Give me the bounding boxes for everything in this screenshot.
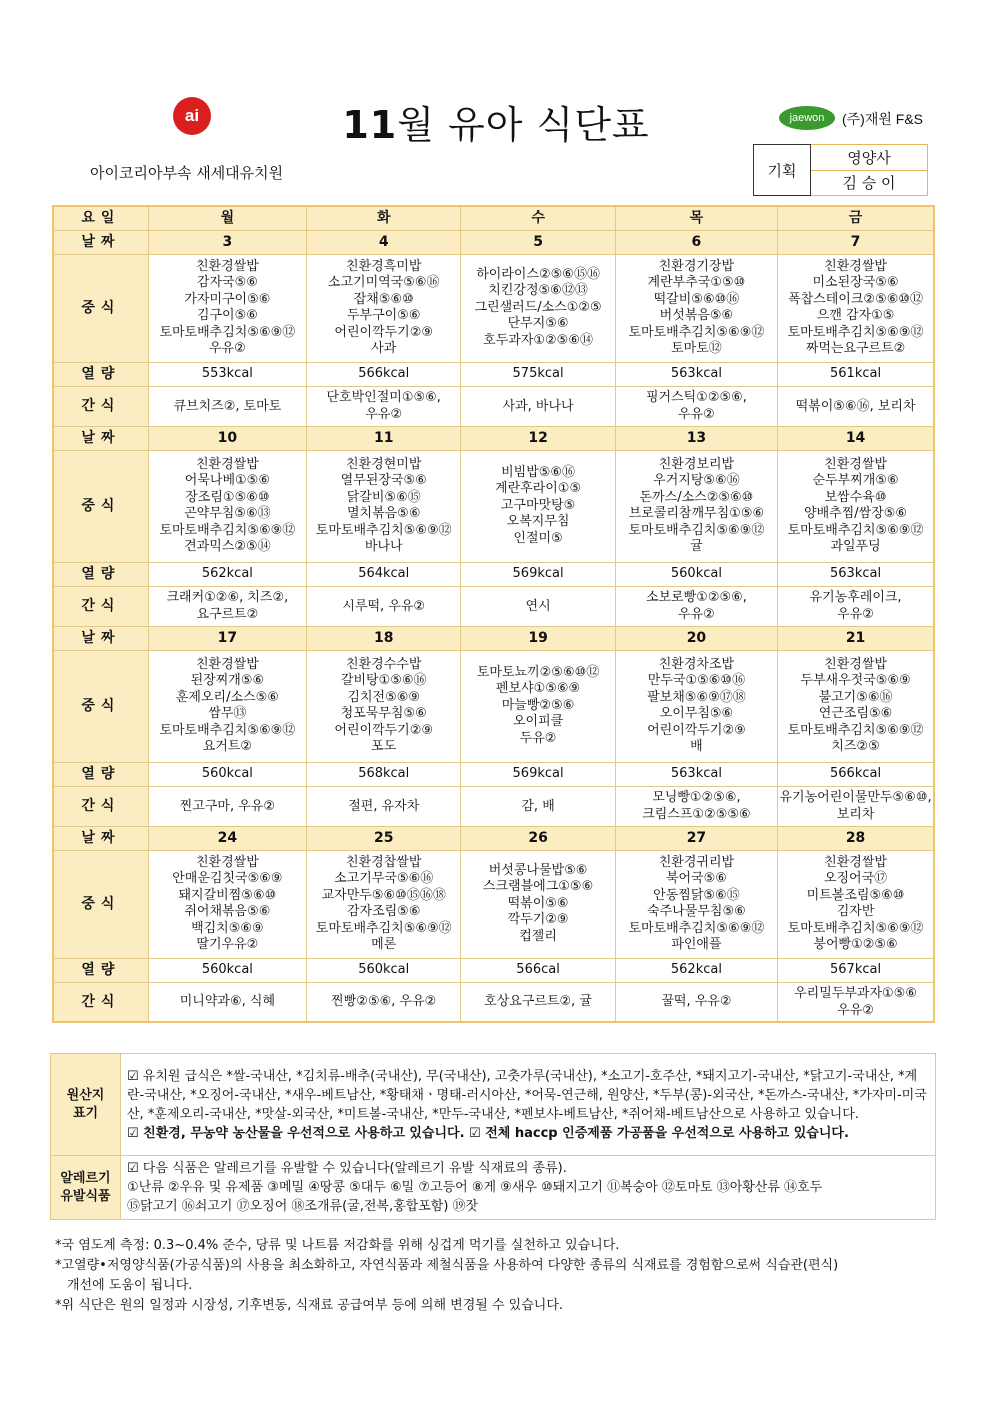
meal-item: 순두부찌개⑤⑥ — [812, 473, 899, 488]
meal-item: 친환경쌀밥 — [824, 656, 887, 672]
snack-item: 사과, 바나나 — [502, 398, 574, 414]
meal-item: 연근조림⑤⑥ — [818, 706, 893, 721]
meal-item: 토마토배추김치⑤⑥⑨⑫ — [628, 522, 765, 538]
snack-item: 우리밀두부과자①⑤⑥ — [794, 985, 917, 1001]
meal-item: 미트볼조림⑤⑥⑩ — [806, 887, 905, 903]
meal-item: 숙주나물무침⑤⑥ — [647, 904, 746, 919]
meal-item: 우유② — [208, 341, 246, 356]
meal-item: 호두과자①②⑤⑥⑭ — [483, 332, 593, 348]
allergy-label — [51, 1156, 121, 1220]
date-cell: 18 — [307, 626, 461, 650]
snack-item: 요구르트② — [196, 607, 259, 622]
date-cell: 21 — [778, 626, 934, 650]
title-month: 11 — [342, 103, 398, 147]
meal-item: 고구마맛탕⑤ — [500, 497, 576, 513]
calorie-cell: 560kcal — [148, 958, 306, 982]
meal-item: 청포묵무침⑤⑥ — [340, 706, 427, 721]
date-row — [53, 826, 934, 850]
meal-item: 치즈②⑤ — [831, 739, 880, 754]
meal-item: 토마토배추김치⑤⑥⑨⑫ — [159, 722, 296, 738]
meal-cell — [461, 450, 615, 562]
date-cell: 7 — [778, 230, 934, 254]
row-label-date: 날짜 — [53, 426, 148, 450]
weekday-cell: 화 — [307, 206, 461, 230]
calorie-cell: 575kcal — [461, 362, 615, 386]
meal-item: 돼지갈비찜⑤⑥⑩ — [178, 887, 277, 903]
calorie-cell: 569kcal — [461, 562, 615, 586]
meal-item: 딸기우유② — [196, 937, 259, 952]
meal-cell — [148, 650, 306, 762]
row-label-calorie: 열량 — [53, 762, 148, 786]
meal-item: 어린이깍두기②⑨ — [647, 722, 746, 738]
snack-row — [53, 386, 934, 426]
calorie-row — [53, 762, 934, 786]
row-label-snack: 간식 — [53, 982, 148, 1022]
snack-row — [53, 786, 934, 826]
note-2: *고열량•저영양식품(가공식품)의 사용을 최소화하고, 자연식품과 제철식품을 사용하여 다양한 종류의 식재료를 경험함으로써 식습관(편식) — [55, 1258, 839, 1273]
origin-bold-text: ☑ 친환경, 무농약 농산물을 우선적으로 사용하고 있습니다. ☑ 전체 haccp 인증제품 가공품을 우선적으로 사용하고 있습니다. — [127, 1125, 849, 1141]
snack-cell — [778, 386, 934, 426]
date-cell: 6 — [615, 230, 777, 254]
meal-item: 미소된장국⑤⑥ — [812, 275, 899, 290]
meal-item: 마늘빵②⑤⑥ — [501, 697, 575, 713]
ai-logo: ai — [173, 97, 211, 135]
snack-item: 우유② — [837, 1002, 874, 1018]
weekday-cell: 수 — [461, 206, 615, 230]
calorie-cell: 567kcal — [778, 958, 934, 982]
weekday-row — [53, 206, 934, 230]
meal-cell — [778, 254, 934, 362]
meal-item: 김자반 — [836, 904, 875, 919]
meal-row — [53, 850, 934, 958]
allergy-line-3: ⑮닭고기 ⑯쇠고기 ⑰오징어 ⑱조개류(굴,전복,홍합포함) ⑲잣 — [127, 1199, 479, 1214]
date-cell: 10 — [148, 426, 306, 450]
meal-item: 폭찹스테이크②⑤⑥⑩⑫ — [788, 291, 924, 307]
meal-item: 친환경차조밥 — [658, 656, 735, 672]
meal-item: 안동찜닭⑤⑥⑮ — [653, 887, 740, 903]
meal-item: 메론 — [371, 937, 397, 952]
meal-item: 쌈무⑬ — [208, 706, 247, 721]
row-label-snack: 간식 — [53, 386, 148, 426]
date-row — [53, 230, 934, 254]
meal-item: 돈까스/소스②⑤⑥⑩ — [639, 489, 754, 505]
snack-item: 큐브치즈②, 토마토 — [173, 398, 282, 414]
calorie-cell: 566cal — [461, 958, 615, 982]
meal-item: 오징어국⑰ — [823, 871, 888, 886]
note-1: *국 염도계 측정: 0.3~0.4% 준수, 당류 및 나트륨 저감화를 위해 싱겁게 먹기를 실천하고 있습니다. — [55, 1238, 620, 1253]
meal-item: 친환경쌀밥 — [195, 854, 259, 870]
meal-cell — [307, 450, 461, 562]
snack-item: 유기농후레이크, — [809, 590, 902, 605]
calorie-cell: 560kcal — [307, 958, 461, 982]
meal-cell — [615, 450, 777, 562]
origin-label-2: 표기 — [72, 1105, 99, 1121]
notes — [55, 1236, 940, 1316]
row-label-calorie: 열량 — [53, 362, 148, 386]
meal-cell — [461, 850, 615, 958]
meal-item: 파인애플 — [671, 937, 722, 952]
date-row — [53, 626, 934, 650]
meal-item: 친환경쌀밥 — [195, 258, 259, 274]
row-label-snack: 간식 — [53, 586, 148, 626]
weekday-cell: 금 — [778, 206, 934, 230]
calorie-row — [53, 562, 934, 586]
calorie-row — [53, 362, 934, 386]
meal-item: 펜보샤①⑤⑥⑨ — [495, 681, 581, 697]
note-4: *위 식단은 원의 일정과 시장성, 기후변동, 식재료 공급여부 등에 의해 변경될 수 있습니다. — [55, 1298, 564, 1313]
meal-item: 김구이⑤⑥ — [196, 308, 258, 323]
meal-item: 어린이깍두기②⑨ — [334, 722, 434, 738]
date-cell: 20 — [615, 626, 777, 650]
meal-item: 토마토배추김치⑤⑥⑨⑫ — [787, 324, 924, 340]
snack-item: 우유② — [365, 407, 403, 422]
date-cell: 14 — [778, 426, 934, 450]
calorie-cell: 561kcal — [778, 362, 934, 386]
meal-item: 교자만두⑤⑥⑩⑮⑯⑱ — [321, 887, 446, 903]
meal-item: 훈제오리/소스⑤⑥ — [175, 689, 279, 705]
allergy-label-1: 알레르기 — [60, 1170, 111, 1186]
meal-item: 과일푸딩 — [830, 539, 881, 554]
calorie-cell: 560kcal — [148, 762, 306, 786]
meal-cell — [615, 850, 777, 958]
meal-item: 두유② — [519, 730, 557, 746]
date-cell: 28 — [778, 826, 934, 850]
date-cell: 13 — [615, 426, 777, 450]
row-label-snack: 간식 — [53, 786, 148, 826]
snack-row — [53, 982, 934, 1022]
meal-item: 우거지탕⑤⑥⑯ — [653, 473, 740, 488]
snack-cell — [307, 786, 461, 826]
meal-item: 열무된장국⑤⑥ — [340, 473, 427, 488]
meal-item: 사과 — [371, 341, 397, 356]
meal-cell — [461, 650, 615, 762]
snack-cell — [307, 586, 461, 626]
meal-item: 닭갈비⑤⑥⑮ — [346, 489, 421, 505]
snack-item: 미니약과⑥, 식혜 — [179, 994, 276, 1010]
calorie-cell: 563kcal — [615, 362, 777, 386]
company-name: (주)재원 F&S — [842, 111, 924, 127]
date-row — [53, 426, 934, 450]
meal-item: 그린샐러드/소스①②⑤ — [474, 299, 602, 315]
plan-name: 김 승 이 — [811, 170, 928, 196]
meal-item: 친환경쌀밥 — [195, 456, 259, 472]
calorie-cell: 560kcal — [615, 562, 777, 586]
meal-item: 버섯볶음⑤⑥ — [659, 308, 734, 323]
meal-item: 바나나 — [364, 539, 403, 554]
snack-item: 우유② — [837, 607, 874, 622]
meal-item: 쥐어채볶음⑤⑥ — [184, 904, 271, 919]
date-cell: 27 — [615, 826, 777, 850]
snack-item: 우유② — [678, 407, 715, 422]
meal-item: 오이피클 — [512, 714, 564, 730]
calorie-cell: 566kcal — [307, 362, 461, 386]
school-name: 아이코리아부속 새세대유치원 — [90, 164, 284, 182]
meal-item: 팔보채⑤⑥⑨⑰⑱ — [647, 689, 746, 705]
calorie-cell: 563kcal — [615, 762, 777, 786]
meal-item: 스크램블에그①⑤⑥ — [482, 879, 594, 895]
meal-item: 김치전⑤⑥⑨ — [347, 689, 421, 705]
snack-item: 찐빵②⑤⑥, 우유② — [331, 994, 437, 1010]
meal-item: 오이무침⑤⑥ — [659, 706, 734, 721]
meal-item: 가자미구이⑤⑥ — [184, 291, 271, 307]
menu-table — [52, 205, 935, 1023]
meal-item: 장조림①⑤⑥⑩ — [185, 489, 270, 505]
snack-cell — [778, 982, 934, 1022]
meal-item: 된장찌개⑤⑥ — [190, 673, 265, 688]
meal-item: 잡채⑤⑥⑩ — [353, 291, 414, 307]
meal-item: 포도 — [371, 739, 397, 754]
title-text: 월 유아 식단표 — [397, 103, 650, 147]
snack-cell — [461, 586, 615, 626]
meal-item: 친환경쌀밥 — [195, 656, 259, 672]
row-label-date: 날짜 — [53, 826, 148, 850]
meal-cell — [615, 254, 777, 362]
info-table — [50, 1053, 936, 1220]
calorie-cell: 569kcal — [461, 762, 615, 786]
meal-item: 단무지⑤⑥ — [507, 316, 569, 332]
meal-item: 컵젤리 — [519, 928, 557, 944]
meal-item: 친환경귀리밥 — [658, 854, 735, 870]
meal-item: 친환경쌀밥 — [824, 456, 887, 472]
origin-label — [51, 1054, 121, 1156]
date-cell: 4 — [307, 230, 461, 254]
meal-cell — [148, 450, 306, 562]
meal-item: 친환경보리밥 — [658, 456, 735, 472]
plan-label: 기획 — [754, 145, 811, 196]
snack-cell — [778, 786, 934, 826]
snack-item: 절편, 유자차 — [348, 798, 420, 814]
meal-item: 귤 — [690, 539, 703, 554]
meal-item: 소고기무국⑤⑥⑯ — [334, 871, 434, 886]
meal-item: 붕어빵①②⑤⑥ — [813, 937, 898, 952]
meal-item: 배 — [690, 739, 703, 754]
meal-item: 토마토배추김치⑤⑥⑨⑫ — [628, 920, 765, 936]
meal-item: 안매운김칫국⑤⑥⑨ — [172, 871, 283, 886]
meal-item: 백김치⑤⑥⑨ — [191, 920, 264, 936]
date-cell: 17 — [148, 626, 306, 650]
meal-item: 토마토배추김치⑤⑥⑨⑫ — [159, 522, 296, 538]
snack-cell — [461, 386, 615, 426]
date-cell: 3 — [148, 230, 306, 254]
approval-box — [753, 144, 928, 196]
row-label-meal: 중식 — [53, 450, 148, 562]
meal-item: 하이라이스②⑤⑥⑮⑯ — [476, 266, 600, 282]
meal-item: 토마토뇨끼②⑤⑥⑩⑫ — [476, 664, 600, 680]
snack-item: 찐고구마, 우유② — [179, 798, 276, 814]
allergy-content — [121, 1156, 936, 1220]
allergy-line-2: ①난류 ②우유 및 유제품 ③메밀 ④땅콩 ⑤대두 ⑥밀 ⑦고등어 ⑧게 ⑨새우 ⑩돼지고기 ⑪복숭아 ⑫토마토 ⑬아황산류 ⑭호두 — [127, 1180, 823, 1195]
meal-item: 만두국①⑤⑥⑩⑯ — [647, 673, 746, 688]
snack-item: 크래커①②⑥, 치즈②, — [166, 590, 289, 605]
meal-cell — [461, 254, 615, 362]
meal-item: 견과믹스②⑤⑭ — [184, 539, 271, 554]
meal-cell — [778, 650, 934, 762]
snack-cell — [461, 982, 615, 1022]
date-cell: 26 — [461, 826, 615, 850]
snack-item: 꿀떡, 우유② — [661, 994, 732, 1010]
meal-item: 보쌈수육⑩ — [824, 489, 887, 505]
meal-item: 갈비탕①⑤⑥⑯ — [340, 673, 427, 688]
snack-cell — [148, 982, 306, 1022]
snack-cell — [307, 386, 461, 426]
snack-item: 연시 — [525, 598, 551, 614]
allergy-line-1: ☑ 다음 식품은 알레르기를 유발할 수 있습니다(알레르기 유발 식재료의 종류). — [127, 1161, 567, 1176]
meal-item: 비빔밥⑤⑥⑯ — [501, 464, 576, 480]
meal-item: 토마토배추김치⑤⑥⑨⑫ — [315, 920, 452, 936]
date-cell: 5 — [461, 230, 615, 254]
snack-cell — [615, 786, 777, 826]
snack-cell — [461, 786, 615, 826]
date-cell: 12 — [461, 426, 615, 450]
calorie-cell: 553kcal — [148, 362, 306, 386]
row-label-weekday: 요일 — [53, 206, 148, 230]
row-label-calorie: 열량 — [53, 562, 148, 586]
meal-item: 감자국⑤⑥ — [196, 275, 258, 290]
meal-item: 멸치볶음⑤⑥ — [346, 506, 421, 521]
meal-item: 오복지무침 — [506, 514, 570, 530]
snack-cell — [615, 982, 777, 1022]
meal-item: 토마토배추김치⑤⑥⑨⑫ — [787, 522, 924, 538]
plan-role: 영양사 — [811, 145, 928, 171]
snack-item: 크림스프①②⑤⑤⑥ — [642, 807, 751, 822]
origin-text: ☑ 유치원 급식은 *쌀-국내산, *김치류-배추(국내산), 무(국내산), 고춧가루(국내산), *소고기-호주산, *돼지고기-국내산, *닭고기-국내산, *계란-국내산, *오징어-국내산, *새우-베트남산, *황태채ㆍ명태-러시아산, *어묵-연근해, 원양산, *두부(콩)-외국산, *돈까스-국내산, *가자미-미국산, *훈제오리-국내산, *맛살-외국산, *미트볼-국내산, *만두-국내산, *펜보샤-베트남산, *쥐어채-베트남산으로 사용하고 있습니다. — [127, 1068, 927, 1122]
meal-item: 토마토⑫ — [671, 341, 722, 356]
meal-item: 떡갈비⑤⑥⑩⑯ — [653, 291, 740, 307]
origin-content — [121, 1054, 936, 1156]
meal-cell — [778, 450, 934, 562]
meal-item: 양배추찜/쌈장⑤⑥ — [804, 506, 908, 521]
meal-item: 감자조림⑤⑥ — [346, 904, 421, 919]
calorie-cell: 563kcal — [778, 562, 934, 586]
date-cell: 25 — [307, 826, 461, 850]
snack-item: 소보로빵①②⑤⑥, — [645, 590, 747, 605]
jaewon-logo: jaewon — [779, 106, 835, 130]
snack-item: 호상요구르트②, 귤 — [484, 994, 592, 1010]
meal-item: 두부구이⑤⑥ — [346, 308, 421, 323]
snack-cell — [307, 982, 461, 1022]
calorie-cell: 566kcal — [778, 762, 934, 786]
meal-item: 친환경쌀밥 — [824, 258, 887, 274]
meal-item: 계란후라이①⑤ — [495, 481, 582, 497]
meal-item: 토마토배추김치⑤⑥⑨⑫ — [628, 324, 765, 340]
meal-cell — [778, 850, 934, 958]
meal-item: 으깬 감자①⑤ — [816, 308, 895, 323]
meal-item: 친환경흑미밥 — [346, 258, 422, 274]
snack-cell — [148, 586, 306, 626]
meal-item: 인절미⑤ — [513, 530, 563, 546]
allergy-label-2: 유발식품 — [60, 1188, 111, 1204]
weekday-cell: 월 — [148, 206, 306, 230]
weekday-cell: 목 — [615, 206, 777, 230]
meal-item: 토마토배추김치⑤⑥⑨⑫ — [159, 324, 296, 340]
snack-cell — [615, 586, 777, 626]
snack-item: 모닝빵①②⑤⑥, — [652, 790, 741, 805]
meal-item: 어묵나베①⑤⑥ — [184, 473, 270, 488]
meal-item: 버섯콩나물밥⑤⑥ — [488, 862, 588, 878]
meal-item: 짜먹는요구르트② — [805, 341, 906, 356]
snack-cell — [148, 386, 306, 426]
meal-item: 치킨강정⑤⑥⑫⑬ — [488, 283, 588, 299]
meal-item: 브로콜리참깨무침①⑤⑥ — [628, 506, 765, 521]
snack-item: 감, 배 — [521, 798, 555, 814]
meal-cell — [307, 254, 461, 362]
meal-item: 친환경기장밥 — [658, 258, 735, 274]
calorie-cell: 562kcal — [148, 562, 306, 586]
calorie-cell: 564kcal — [307, 562, 461, 586]
meal-item: 토마토배추김치⑤⑥⑨⑫ — [315, 522, 452, 538]
snack-cell — [778, 586, 934, 626]
row-label-date: 날짜 — [53, 626, 148, 650]
date-cell: 19 — [461, 626, 615, 650]
meal-item: 소고기미역국⑤⑥⑯ — [327, 275, 440, 290]
meal-cell — [307, 850, 461, 958]
meal-item: 떡볶이⑤⑥ — [507, 895, 569, 911]
meal-item: 토마토배추김치⑤⑥⑨⑫ — [787, 920, 924, 936]
snack-item: 보리차 — [836, 807, 875, 822]
snack-cell — [148, 786, 306, 826]
snack-row — [53, 586, 934, 626]
meal-item: 두부새우젓국⑤⑥⑨ — [800, 673, 911, 688]
meal-row — [53, 450, 934, 562]
meal-item: 요거트② — [202, 739, 253, 754]
meal-item: 친환경찹쌀밥 — [346, 854, 422, 870]
row-label-meal: 중식 — [53, 254, 148, 362]
meal-cell — [615, 650, 777, 762]
meal-item: 계란부추국①⑤⑩ — [647, 275, 746, 290]
calorie-cell: 568kcal — [307, 762, 461, 786]
snack-item: 떡볶이⑤⑥⑯, 보리차 — [795, 398, 916, 414]
note-3: 개선에 도움이 됩니다. — [67, 1278, 193, 1293]
meal-item: 토마토배추김치⑤⑥⑨⑫ — [787, 722, 924, 738]
row-label-date: 날짜 — [53, 230, 148, 254]
snack-item: 시루떡, 우유② — [342, 598, 426, 614]
snack-item: 유기농어린이물만두⑤⑥⑩, — [779, 790, 932, 805]
meal-cell — [307, 650, 461, 762]
snack-item: 단호박인절미①⑤⑥, — [326, 390, 441, 405]
snack-cell — [615, 386, 777, 426]
date-cell: 24 — [148, 826, 306, 850]
meal-row — [53, 254, 934, 362]
meal-row — [53, 650, 934, 762]
row-label-meal: 중식 — [53, 650, 148, 762]
meal-item: 곤약무침⑤⑥⑬ — [184, 506, 271, 521]
meal-cell — [148, 254, 306, 362]
meal-item: 깍두기②⑨ — [507, 912, 569, 928]
meal-item: 불고기⑤⑥⑯ — [818, 689, 893, 705]
snack-item: 우유② — [678, 607, 715, 622]
meal-item: 친환경현미밥 — [346, 456, 422, 472]
date-cell: 11 — [307, 426, 461, 450]
meal-cell — [148, 850, 306, 958]
origin-label-1: 원산지 — [66, 1087, 105, 1103]
snack-item: 핑거스틱①②⑤⑥, — [645, 390, 747, 405]
meal-item: 친환경쌀밥 — [824, 854, 887, 870]
meal-item: 어린이깍두기②⑨ — [334, 324, 434, 340]
meal-item: 친환경수수밥 — [346, 656, 422, 672]
row-label-calorie: 열량 — [53, 958, 148, 982]
calorie-row — [53, 958, 934, 982]
row-label-meal: 중식 — [53, 850, 148, 958]
meal-item: 북어국⑤⑥ — [665, 871, 727, 886]
calorie-cell: 562kcal — [615, 958, 777, 982]
